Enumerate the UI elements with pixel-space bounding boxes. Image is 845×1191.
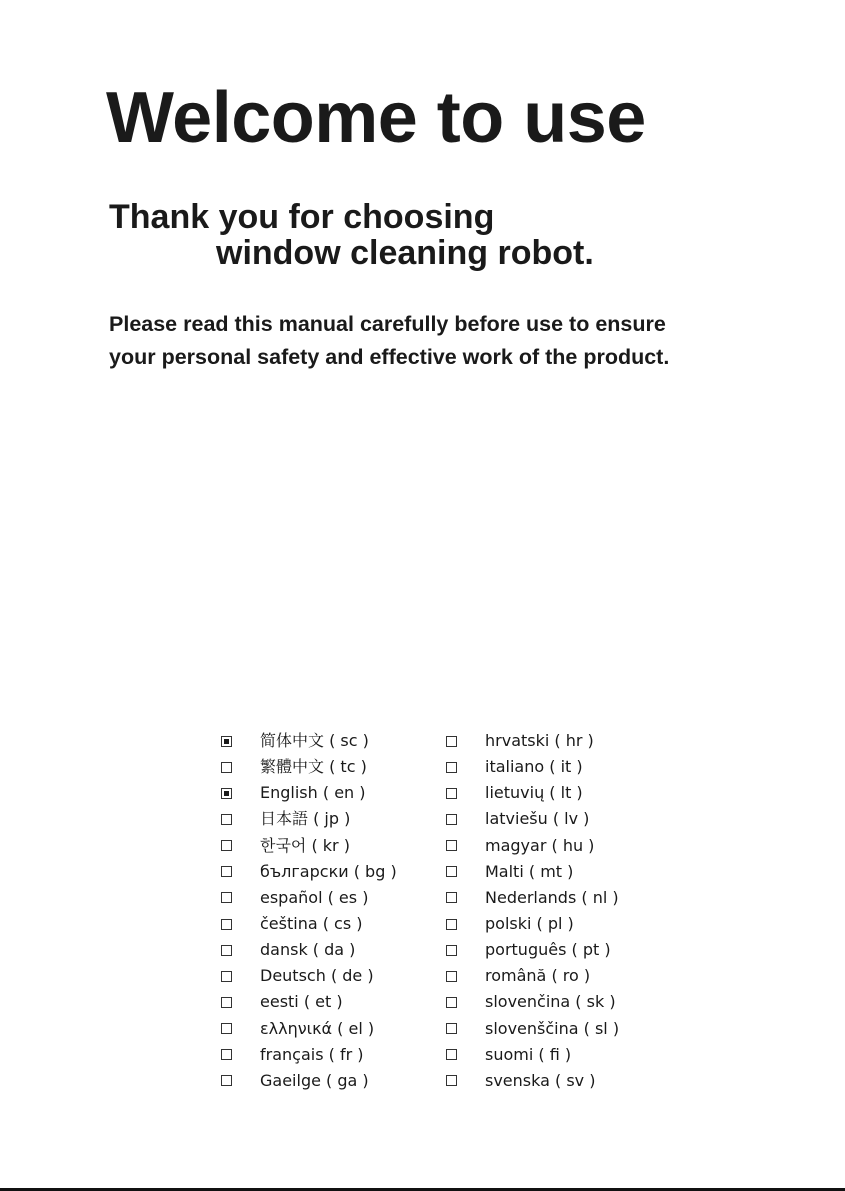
language-option[interactable] xyxy=(446,859,619,885)
language-label: slovenčina ( sk ) xyxy=(485,992,616,1012)
language-option[interactable] xyxy=(221,963,397,989)
language-option[interactable] xyxy=(221,1042,397,1068)
empty-checkbox[interactable] xyxy=(221,840,232,851)
notice-line-2: your personal safety and effective work of the product. xyxy=(109,345,670,369)
language-option[interactable] xyxy=(221,728,397,754)
language-label: dansk ( da ) xyxy=(260,940,356,960)
empty-checkbox[interactable] xyxy=(221,1075,232,1086)
language-label: 简体中文 ( sc ) xyxy=(260,731,369,751)
empty-checkbox[interactable] xyxy=(446,945,457,956)
language-label: svenska ( sv ) xyxy=(485,1070,596,1090)
language-option[interactable] xyxy=(446,1016,619,1042)
language-option[interactable] xyxy=(221,1068,397,1094)
language-option[interactable] xyxy=(221,859,397,885)
language-label: eesti ( et ) xyxy=(260,992,343,1012)
empty-checkbox[interactable] xyxy=(446,997,457,1008)
empty-checkbox[interactable] xyxy=(221,1049,232,1060)
language-label: English ( en ) xyxy=(260,783,366,803)
language-option[interactable] xyxy=(446,963,619,989)
notice-line-1: Please read this manual carefully before use to ensure xyxy=(109,312,666,336)
empty-checkbox[interactable] xyxy=(446,1075,457,1086)
language-label: slovenščina ( sl ) xyxy=(485,1018,620,1038)
language-option[interactable] xyxy=(446,989,619,1015)
empty-checkbox[interactable] xyxy=(221,971,232,982)
language-label: polski ( pl ) xyxy=(485,914,574,934)
language-option[interactable] xyxy=(221,937,397,963)
language-option[interactable] xyxy=(221,833,397,859)
language-label: Gaeilge ( ga ) xyxy=(260,1070,369,1090)
language-option[interactable] xyxy=(446,1042,619,1068)
empty-checkbox[interactable] xyxy=(221,997,232,1008)
empty-checkbox[interactable] xyxy=(221,762,232,773)
language-option[interactable] xyxy=(446,806,619,832)
language-label: čeština ( cs ) xyxy=(260,914,363,934)
language-label: magyar ( hu ) xyxy=(485,835,595,855)
empty-checkbox[interactable] xyxy=(446,919,457,930)
language-label: português ( pt ) xyxy=(485,940,611,960)
language-list-left xyxy=(221,728,397,1094)
language-label: español ( es ) xyxy=(260,887,369,907)
empty-checkbox[interactable] xyxy=(446,971,457,982)
language-label: suomi ( fi ) xyxy=(485,1044,572,1064)
empty-checkbox[interactable] xyxy=(446,892,457,903)
empty-checkbox[interactable] xyxy=(221,919,232,930)
empty-checkbox[interactable] xyxy=(221,866,232,877)
empty-checkbox[interactable] xyxy=(446,814,457,825)
language-option[interactable] xyxy=(221,1016,397,1042)
language-label: Malti ( mt ) xyxy=(485,861,574,881)
language-option[interactable] xyxy=(446,937,619,963)
language-option[interactable] xyxy=(446,728,619,754)
language-option[interactable] xyxy=(446,1068,619,1094)
language-option[interactable] xyxy=(446,780,619,806)
language-option[interactable] xyxy=(446,833,619,859)
language-option[interactable] xyxy=(221,754,397,780)
subtitle-line-1: Thank you for choosing xyxy=(109,198,495,236)
empty-checkbox[interactable] xyxy=(221,814,232,825)
empty-checkbox[interactable] xyxy=(446,762,457,773)
language-label: română ( ro ) xyxy=(485,966,591,986)
empty-checkbox[interactable] xyxy=(446,788,457,799)
empty-checkbox[interactable] xyxy=(446,866,457,877)
language-label: lietuvių ( lt ) xyxy=(485,783,583,803)
language-label: 한국어 ( kr ) xyxy=(260,835,350,855)
language-label: latviešu ( lv ) xyxy=(485,809,590,829)
language-label: 繁體中文 ( tc ) xyxy=(260,757,367,777)
page-title: Welcome to use xyxy=(106,78,646,158)
language-option[interactable] xyxy=(446,911,619,937)
empty-checkbox[interactable] xyxy=(221,1023,232,1034)
empty-checkbox[interactable] xyxy=(446,1049,457,1060)
language-label: 日本語 ( jp ) xyxy=(260,809,351,829)
language-option[interactable] xyxy=(221,989,397,1015)
language-list-right xyxy=(446,728,619,1094)
checked-checkbox[interactable] xyxy=(221,736,232,747)
language-option[interactable] xyxy=(446,885,619,911)
language-label: български ( bg ) xyxy=(260,861,397,881)
empty-checkbox[interactable] xyxy=(446,736,457,747)
empty-checkbox[interactable] xyxy=(221,892,232,903)
checked-checkbox[interactable] xyxy=(221,788,232,799)
language-label: Deutsch ( de ) xyxy=(260,966,374,986)
language-option[interactable] xyxy=(446,754,619,780)
language-option[interactable] xyxy=(221,911,397,937)
language-option[interactable] xyxy=(221,806,397,832)
language-label: hrvatski ( hr ) xyxy=(485,731,594,751)
empty-checkbox[interactable] xyxy=(446,1023,457,1034)
empty-checkbox[interactable] xyxy=(446,840,457,851)
language-label: italiano ( it ) xyxy=(485,757,583,777)
language-option[interactable] xyxy=(221,885,397,911)
subtitle-line-2: window cleaning robot. xyxy=(216,234,594,272)
language-label: français ( fr ) xyxy=(260,1044,364,1064)
language-label: ελληνικά ( el ) xyxy=(260,1018,375,1038)
language-option[interactable] xyxy=(221,780,397,806)
language-label: Nederlands ( nl ) xyxy=(485,887,619,907)
empty-checkbox[interactable] xyxy=(221,945,232,956)
